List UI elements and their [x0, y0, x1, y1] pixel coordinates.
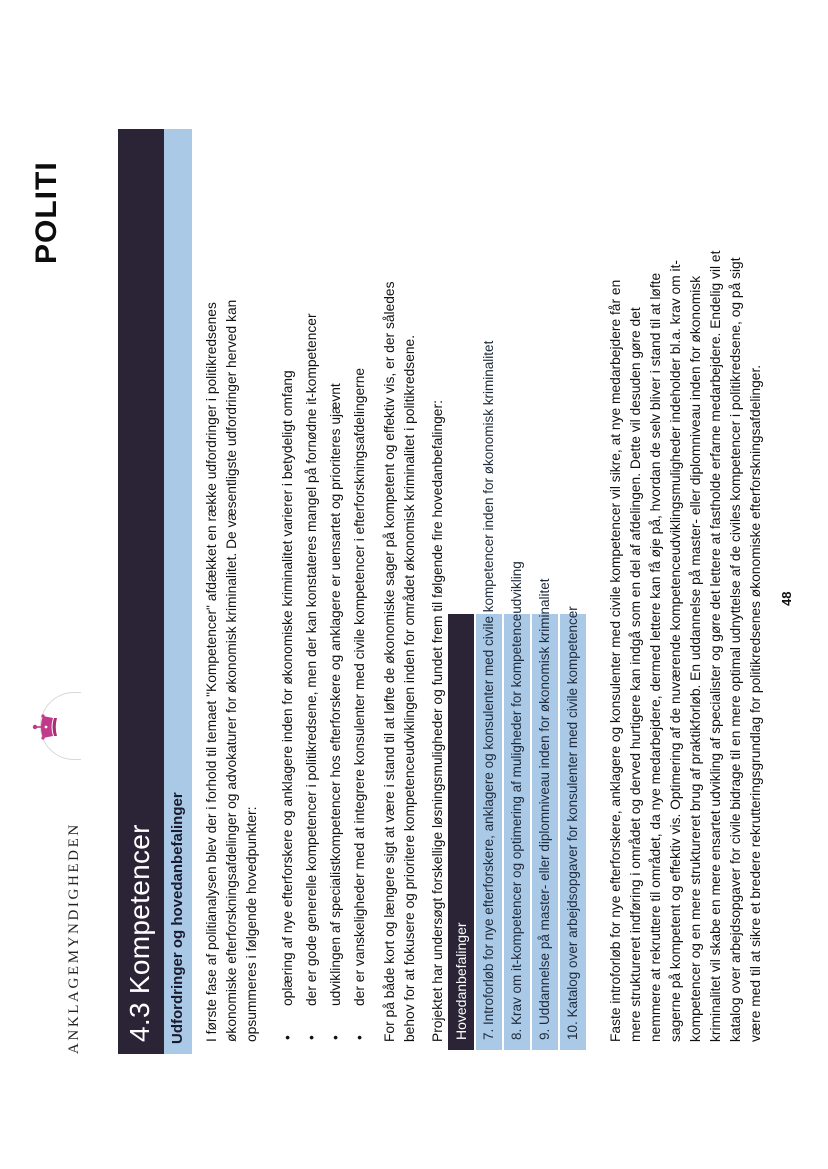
recommendation-item — [474, 340, 502, 1050]
challenge-item: • der er vanskeligheder med at integrere konsulenter med civile kompetencer i efterforskningsafdelingerne — [348, 313, 372, 1042]
recommendations-box — [448, 340, 588, 1050]
recommendation-label: 7. Introforløb for nye efterforskere, anklagere og konsulenter med civile kompetencer inden for økonomisk kriminalitet — [481, 340, 496, 1040]
recommendation-label: 9. Uddannelse på master- eller diplomniveau inden for økonomisk kriminalitet — [537, 578, 552, 1040]
challenge-list — [276, 313, 372, 1042]
challenge-item: • der er gode generelle kompetencer i politikredsene, men der kan konstateres mangel på fornødne it-kompetencer — [300, 313, 324, 1042]
section-title-bar — [118, 129, 164, 1054]
recommendation-item — [502, 561, 530, 1050]
paragraph-line: Projektet har undersøgt forskellige løsningsmuligheder og fundet frem til følgende fire hovedanbefalinger: — [430, 400, 445, 1042]
section-subtitle-bar — [164, 129, 192, 1054]
closing-line: Faste introforløb for nye efterforskere, anklagere og konsulenter med civile kompetencer vil sikre, at nye medarbejdere får en — [608, 279, 623, 1042]
closing-line: kompetencer og en mere struktureret brug af praktikforløb. En uddannelse på master- eller diplomniveau inden for økonomisk — [688, 275, 703, 1042]
page-number: 48 — [779, 591, 794, 606]
paragraph-line: behov for at fokusere og prioritere kompetenceudviklingen inden for området økonomisk kriminalitet i politikredsene. — [402, 334, 417, 1042]
agency-name: ANKLAGEMYNDIGHEDEN — [66, 822, 82, 1054]
closing-line: kriminalitet vil skabe en mere ensartet udvikling af specialister og gøre det lettere at fastholde erfarne medarbejdere. Endelig vil et — [708, 250, 723, 1042]
intro-line: I første fase af politianalysen blev der i forhold til temaet "Kompetencer" afdækket en række udfordringer i politikredsenes — [204, 302, 219, 1042]
recommendations-heading-bar — [448, 614, 474, 1050]
closing-line: være med til at sikre et bredere rekrutteringsgrundlag for politikredsenes økonomiske efterforskningsafdelinger. — [748, 364, 763, 1042]
paragraph-line: For på både kort og længere sigt at være i stand til at løfte de økonomiske sager på kompetent og effektiv vis, er der således — [382, 281, 397, 1042]
closing-line: sagerne på kompetent og effektiv vis. Optimering af de nuværende kompetenceudviklingsmuligheder indeholder bl.a. krav om it- — [668, 260, 683, 1042]
intro-line: økonomiske efterforskningsafdelinger og advokaturer for økonomisk kriminalitet. De væsentligste udfordringer herved kan — [224, 299, 239, 1042]
recommendation-label: 10. Katalog over arbejdsopgaver for konsulenter med civile kompetencer — [565, 606, 580, 1040]
section-subtitle: Udfordringer og hovedanbefalinger — [169, 792, 186, 1044]
recommendation-item — [558, 606, 586, 1050]
content-page — [118, 129, 794, 1054]
header-logo — [30, 584, 80, 1054]
intro-line: opsummeres i følgende hovedpunkter: — [244, 806, 259, 1042]
section-title: 4.3 Kompetencer — [124, 824, 155, 1042]
recommendation-item — [530, 578, 558, 1050]
recommendations-heading: Hovedanbefalinger — [453, 922, 469, 1040]
crown-icon — [30, 710, 64, 744]
closing-line: nemmere at rekruttere til området, da nye medarbejdere, dermed lettere kan få øje på, hvordan de selv bliver i stand til at løfte — [648, 272, 663, 1042]
challenge-item: • udviklingen af specialistkompetencer hos efterforskere og anklagere er uensartet og prioriteres ujævnt — [324, 313, 348, 1042]
politi-wordmark: POLITI — [30, 161, 63, 264]
closing-line: mere struktureret indføring i området og derved hurtigere kan indgå som en del af afdelingen. Dette vil desuden gøre det — [628, 307, 643, 1042]
recommendation-label: 8. Krav om it-kompetencer og optimering af muligheder for kompetenceudvikling — [509, 561, 524, 1040]
closing-line: katalog over arbejdsopgaver for civile bidrage til en mere optimal udnyttelse af de civiles kompetencer i politikredsene, og på sigt — [728, 257, 743, 1042]
challenge-item: • oplæring af nye efterforskere og anklagere inden for økonomiske kriminalitet varierer i betydeligt omfang — [276, 313, 300, 1042]
